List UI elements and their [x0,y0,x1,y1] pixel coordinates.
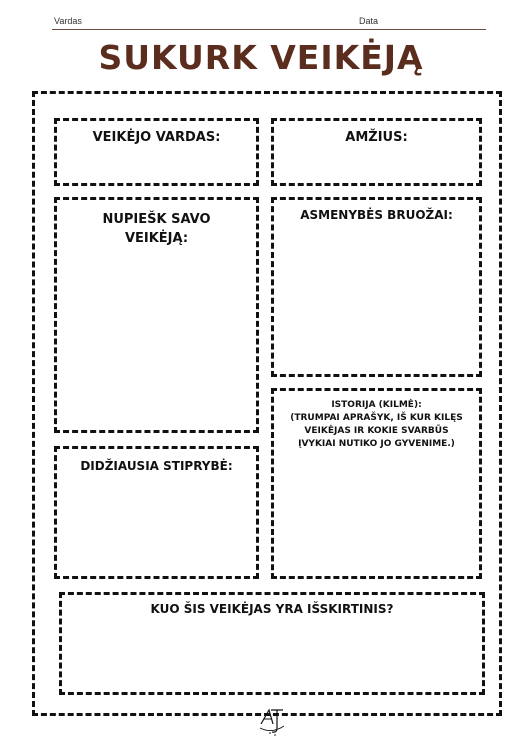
page-title: SUKURK VEIKĖJĄ [98,38,424,77]
draw-character-box[interactable] [54,197,259,433]
unique-trait-label: KUO ŠIS VEIKĖJAS YRA IŠSKIRTINIS? [150,602,394,616]
personality-traits-label: ASMENYBĖS BRUOŽAI: [300,208,453,222]
author-logo [257,704,287,738]
backstory-label-line1: ISTORIJA (KILMĖ): [331,400,422,410]
unique-trait-box[interactable] [59,592,485,695]
character-name-label: VEIKĖJO VARDAS: [92,130,221,145]
date-field-label: Data [359,16,379,26]
draw-character-label-line2: VEIKĖJĄ: [124,231,189,246]
draw-character-label-line1: NUPIEŠK SAVO [102,212,211,227]
age-box[interactable] [271,118,482,186]
age-label: AMŽIUS: [345,130,408,145]
greatest-strength-label: DIDŽIAUSIA STIPRYBĖ: [80,459,233,473]
personality-traits-box[interactable] [271,197,482,377]
character-name-box[interactable] [54,118,259,186]
header-divider [52,29,486,30]
backstory-label-line2: (TRUMPAI APRAŠYK, IŠ KUR KILĘS [290,413,463,423]
backstory-label-line3: VEIKĖJAS IR KOKIE SVARBŪS [304,426,449,436]
backstory-box[interactable] [271,388,482,579]
name-field-label: Vardas [54,16,82,26]
backstory-label-line4: ĮVYKIAI NUTIKO JO GYVENIME.) [298,439,455,449]
greatest-strength-box[interactable] [54,446,259,579]
